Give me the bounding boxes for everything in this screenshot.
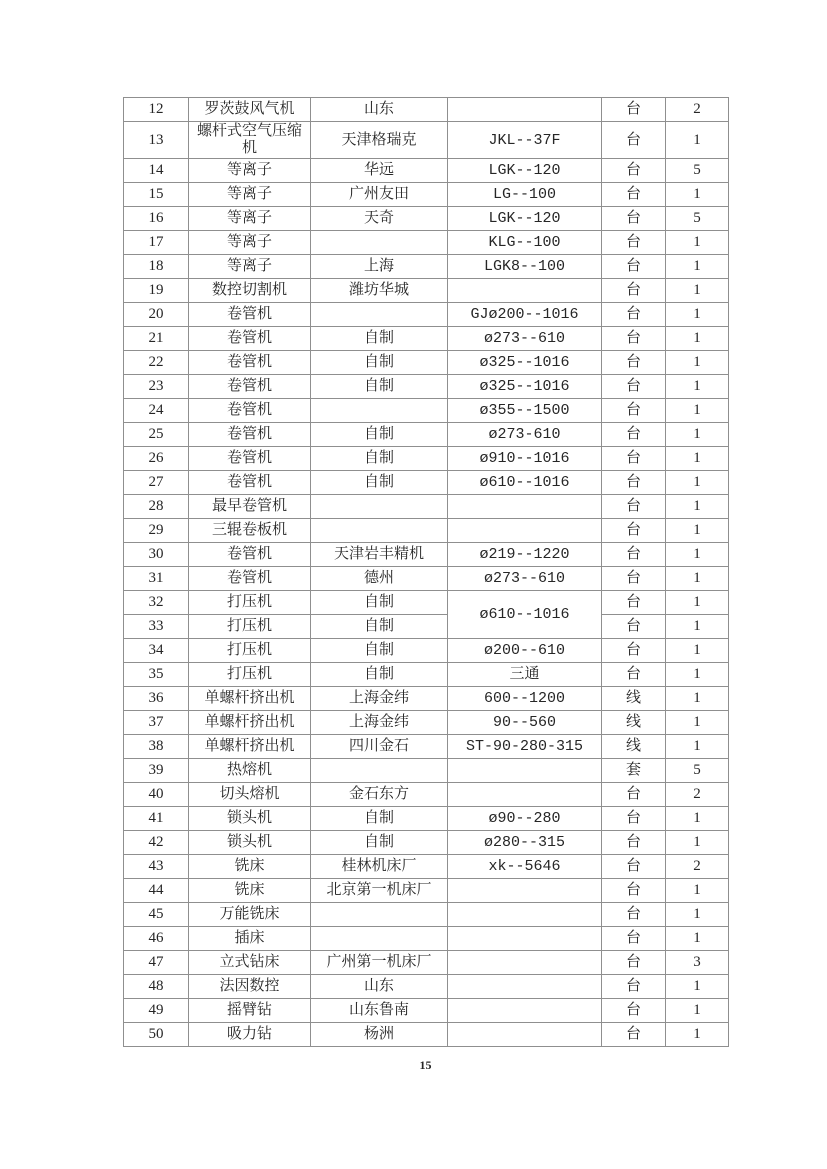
row-index: 22 bbox=[124, 351, 189, 375]
table-row bbox=[124, 735, 729, 759]
equipment-name: 摇臂钻 bbox=[189, 999, 311, 1023]
manufacturer bbox=[311, 519, 448, 543]
model: ST-90-280-315 bbox=[448, 735, 602, 759]
equipment-name: 切头熔机 bbox=[189, 783, 311, 807]
unit: 台 bbox=[602, 375, 666, 399]
quantity: 5 bbox=[666, 159, 729, 183]
equipment-name: 罗茨鼓风气机 bbox=[189, 98, 311, 122]
unit: 台 bbox=[602, 567, 666, 591]
row-index: 48 bbox=[124, 975, 189, 999]
model bbox=[448, 999, 602, 1023]
row-index: 19 bbox=[124, 279, 189, 303]
table-row bbox=[124, 159, 729, 183]
model: LG--100 bbox=[448, 183, 602, 207]
equipment-name: 单螺杆挤出机 bbox=[189, 735, 311, 759]
table-row bbox=[124, 303, 729, 327]
row-index: 15 bbox=[124, 183, 189, 207]
table-row bbox=[124, 279, 729, 303]
unit: 台 bbox=[602, 903, 666, 927]
quantity: 1 bbox=[666, 255, 729, 279]
unit: 台 bbox=[602, 783, 666, 807]
model: ø273--610 bbox=[448, 567, 602, 591]
manufacturer: 自制 bbox=[311, 831, 448, 855]
row-index: 20 bbox=[124, 303, 189, 327]
table-row bbox=[124, 255, 729, 279]
unit: 台 bbox=[602, 999, 666, 1023]
model bbox=[448, 975, 602, 999]
table-row bbox=[124, 855, 729, 879]
row-index: 21 bbox=[124, 327, 189, 351]
table-row bbox=[124, 831, 729, 855]
unit: 台 bbox=[602, 639, 666, 663]
table-row bbox=[124, 207, 729, 231]
model bbox=[448, 927, 602, 951]
table-row bbox=[124, 351, 729, 375]
table-row bbox=[124, 519, 729, 543]
manufacturer: 自制 bbox=[311, 663, 448, 687]
unit: 台 bbox=[602, 495, 666, 519]
quantity: 1 bbox=[666, 303, 729, 327]
table-row bbox=[124, 879, 729, 903]
quantity: 1 bbox=[666, 615, 729, 639]
quantity: 1 bbox=[666, 447, 729, 471]
equipment-name: 打压机 bbox=[189, 615, 311, 639]
row-index: 16 bbox=[124, 207, 189, 231]
equipment-name: 立式钻床 bbox=[189, 951, 311, 975]
model bbox=[448, 879, 602, 903]
table-row bbox=[124, 375, 729, 399]
quantity: 1 bbox=[666, 567, 729, 591]
equipment-name: 法因数控 bbox=[189, 975, 311, 999]
manufacturer: 天津岩丰精机 bbox=[311, 543, 448, 567]
row-index: 32 bbox=[124, 591, 189, 615]
table-row bbox=[124, 98, 729, 122]
equipment-name: 插床 bbox=[189, 927, 311, 951]
manufacturer: 桂林机床厂 bbox=[311, 855, 448, 879]
row-index: 17 bbox=[124, 231, 189, 255]
page-number: 15 bbox=[419, 1058, 432, 1072]
quantity: 1 bbox=[666, 423, 729, 447]
manufacturer: 山东 bbox=[311, 975, 448, 999]
row-index: 47 bbox=[124, 951, 189, 975]
model: xk--5646 bbox=[448, 855, 602, 879]
quantity: 1 bbox=[666, 999, 729, 1023]
row-index: 36 bbox=[124, 687, 189, 711]
table-row bbox=[124, 1023, 729, 1047]
table-row bbox=[124, 711, 729, 735]
row-index: 40 bbox=[124, 783, 189, 807]
model bbox=[448, 519, 602, 543]
quantity: 1 bbox=[666, 687, 729, 711]
equipment-name: 卷管机 bbox=[189, 447, 311, 471]
equipment-name: 吸力钻 bbox=[189, 1023, 311, 1047]
equipment-name: 打压机 bbox=[189, 591, 311, 615]
equipment-name: 卷管机 bbox=[189, 327, 311, 351]
table-row bbox=[124, 615, 729, 639]
row-index: 13 bbox=[124, 122, 189, 159]
quantity: 1 bbox=[666, 519, 729, 543]
model: ø610--1016 bbox=[448, 591, 602, 639]
equipment-name: 打压机 bbox=[189, 639, 311, 663]
manufacturer bbox=[311, 231, 448, 255]
table-row bbox=[124, 231, 729, 255]
equipment-name: 铣床 bbox=[189, 855, 311, 879]
equipment-name: 铣床 bbox=[189, 879, 311, 903]
quantity: 1 bbox=[666, 327, 729, 351]
unit: 台 bbox=[602, 855, 666, 879]
manufacturer: 自制 bbox=[311, 615, 448, 639]
quantity: 1 bbox=[666, 639, 729, 663]
equipment-name: 卷管机 bbox=[189, 399, 311, 423]
table-row bbox=[124, 399, 729, 423]
model: ø355--1500 bbox=[448, 399, 602, 423]
model: 90--560 bbox=[448, 711, 602, 735]
unit: 台 bbox=[602, 615, 666, 639]
row-index: 30 bbox=[124, 543, 189, 567]
unit: 台 bbox=[602, 663, 666, 687]
equipment-name: 卷管机 bbox=[189, 471, 311, 495]
row-index: 44 bbox=[124, 879, 189, 903]
table-row bbox=[124, 687, 729, 711]
model bbox=[448, 495, 602, 519]
manufacturer: 四川金石 bbox=[311, 735, 448, 759]
equipment-name: 卷管机 bbox=[189, 303, 311, 327]
unit: 台 bbox=[602, 255, 666, 279]
equipment-table-body bbox=[124, 98, 729, 1047]
table-row bbox=[124, 423, 729, 447]
row-index: 42 bbox=[124, 831, 189, 855]
equipment-name: 三辊卷板机 bbox=[189, 519, 311, 543]
model bbox=[448, 903, 602, 927]
row-index: 29 bbox=[124, 519, 189, 543]
equipment-name: 卷管机 bbox=[189, 567, 311, 591]
quantity: 2 bbox=[666, 98, 729, 122]
equipment-name: 锁头机 bbox=[189, 807, 311, 831]
table-row bbox=[124, 975, 729, 999]
quantity: 5 bbox=[666, 759, 729, 783]
unit: 台 bbox=[602, 519, 666, 543]
manufacturer: 天津格瑞克 bbox=[311, 122, 448, 159]
unit: 台 bbox=[602, 423, 666, 447]
model: 三通 bbox=[448, 663, 602, 687]
unit: 台 bbox=[602, 951, 666, 975]
table-row bbox=[124, 327, 729, 351]
table-row bbox=[124, 903, 729, 927]
table-row bbox=[124, 122, 729, 159]
quantity: 1 bbox=[666, 807, 729, 831]
equipment-name: 热熔机 bbox=[189, 759, 311, 783]
table-row bbox=[124, 471, 729, 495]
quantity: 1 bbox=[666, 975, 729, 999]
equipment-name: 卷管机 bbox=[189, 375, 311, 399]
equipment-name: 最早卷管机 bbox=[189, 495, 311, 519]
equipment-name: 锁头机 bbox=[189, 831, 311, 855]
manufacturer: 金石东方 bbox=[311, 783, 448, 807]
manufacturer bbox=[311, 399, 448, 423]
equipment-name: 卷管机 bbox=[189, 423, 311, 447]
equipment-name: 万能铣床 bbox=[189, 903, 311, 927]
quantity: 1 bbox=[666, 375, 729, 399]
quantity: 1 bbox=[666, 591, 729, 615]
unit: 台 bbox=[602, 122, 666, 159]
row-index: 31 bbox=[124, 567, 189, 591]
quantity: 1 bbox=[666, 351, 729, 375]
table-row bbox=[124, 999, 729, 1023]
manufacturer: 上海金纬 bbox=[311, 687, 448, 711]
row-index: 28 bbox=[124, 495, 189, 519]
manufacturer bbox=[311, 903, 448, 927]
equipment-name: 打压机 bbox=[189, 663, 311, 687]
equipment-name: 等离子 bbox=[189, 183, 311, 207]
row-index: 12 bbox=[124, 98, 189, 122]
row-index: 49 bbox=[124, 999, 189, 1023]
manufacturer bbox=[311, 303, 448, 327]
model: ø273-610 bbox=[448, 423, 602, 447]
quantity: 5 bbox=[666, 207, 729, 231]
row-index: 39 bbox=[124, 759, 189, 783]
row-index: 41 bbox=[124, 807, 189, 831]
row-index: 33 bbox=[124, 615, 189, 639]
model: JKL--37F bbox=[448, 122, 602, 159]
quantity: 1 bbox=[666, 903, 729, 927]
quantity: 1 bbox=[666, 711, 729, 735]
manufacturer: 自制 bbox=[311, 447, 448, 471]
unit: 台 bbox=[602, 975, 666, 999]
table-row bbox=[124, 639, 729, 663]
unit: 套 bbox=[602, 759, 666, 783]
row-index: 26 bbox=[124, 447, 189, 471]
unit: 台 bbox=[602, 231, 666, 255]
manufacturer bbox=[311, 927, 448, 951]
quantity: 1 bbox=[666, 399, 729, 423]
row-index: 38 bbox=[124, 735, 189, 759]
quantity: 1 bbox=[666, 471, 729, 495]
manufacturer: 自制 bbox=[311, 471, 448, 495]
equipment-table bbox=[123, 97, 729, 1047]
manufacturer: 自制 bbox=[311, 423, 448, 447]
table-row bbox=[124, 591, 729, 615]
table-row bbox=[124, 759, 729, 783]
quantity: 3 bbox=[666, 951, 729, 975]
manufacturer bbox=[311, 495, 448, 519]
quantity: 1 bbox=[666, 495, 729, 519]
manufacturer: 广州第一机床厂 bbox=[311, 951, 448, 975]
table-row bbox=[124, 807, 729, 831]
equipment-name: 等离子 bbox=[189, 207, 311, 231]
quantity: 1 bbox=[666, 1023, 729, 1047]
model: GJø200--1016 bbox=[448, 303, 602, 327]
manufacturer: 自制 bbox=[311, 639, 448, 663]
model: ø325--1016 bbox=[448, 375, 602, 399]
table-row bbox=[124, 567, 729, 591]
equipment-name: 单螺杆挤出机 bbox=[189, 687, 311, 711]
row-index: 34 bbox=[124, 639, 189, 663]
quantity: 1 bbox=[666, 879, 729, 903]
manufacturer: 自制 bbox=[311, 591, 448, 615]
row-index: 37 bbox=[124, 711, 189, 735]
manufacturer: 山东鲁南 bbox=[311, 999, 448, 1023]
unit: 台 bbox=[602, 543, 666, 567]
unit: 台 bbox=[602, 399, 666, 423]
manufacturer: 华远 bbox=[311, 159, 448, 183]
manufacturer: 上海 bbox=[311, 255, 448, 279]
unit: 台 bbox=[602, 207, 666, 231]
model bbox=[448, 279, 602, 303]
manufacturer: 自制 bbox=[311, 807, 448, 831]
table-row bbox=[124, 495, 729, 519]
model: KLG--100 bbox=[448, 231, 602, 255]
manufacturer: 自制 bbox=[311, 327, 448, 351]
table-row bbox=[124, 951, 729, 975]
model bbox=[448, 98, 602, 122]
model: LGK--120 bbox=[448, 159, 602, 183]
model: ø910--1016 bbox=[448, 447, 602, 471]
model: ø610--1016 bbox=[448, 471, 602, 495]
equipment-name: 等离子 bbox=[189, 231, 311, 255]
quantity: 1 bbox=[666, 543, 729, 567]
quantity: 1 bbox=[666, 927, 729, 951]
unit: 台 bbox=[602, 1023, 666, 1047]
manufacturer: 山东 bbox=[311, 98, 448, 122]
unit: 台 bbox=[602, 591, 666, 615]
unit: 台 bbox=[602, 807, 666, 831]
unit: 台 bbox=[602, 831, 666, 855]
equipment-name: 单螺杆挤出机 bbox=[189, 711, 311, 735]
table-row bbox=[124, 783, 729, 807]
model bbox=[448, 783, 602, 807]
unit: 台 bbox=[602, 159, 666, 183]
manufacturer: 德州 bbox=[311, 567, 448, 591]
unit: 台 bbox=[602, 98, 666, 122]
manufacturer bbox=[311, 759, 448, 783]
manufacturer: 上海金纬 bbox=[311, 711, 448, 735]
manufacturer: 杨洲 bbox=[311, 1023, 448, 1047]
row-index: 46 bbox=[124, 927, 189, 951]
unit: 线 bbox=[602, 735, 666, 759]
model bbox=[448, 759, 602, 783]
row-index: 45 bbox=[124, 903, 189, 927]
unit: 台 bbox=[602, 183, 666, 207]
unit: 台 bbox=[602, 279, 666, 303]
table-row bbox=[124, 183, 729, 207]
equipment-name: 等离子 bbox=[189, 159, 311, 183]
quantity: 1 bbox=[666, 122, 729, 159]
table-row bbox=[124, 543, 729, 567]
quantity: 1 bbox=[666, 663, 729, 687]
model bbox=[448, 951, 602, 975]
model bbox=[448, 1023, 602, 1047]
equipment-name: 数控切割机 bbox=[189, 279, 311, 303]
manufacturer: 自制 bbox=[311, 375, 448, 399]
row-index: 35 bbox=[124, 663, 189, 687]
manufacturer: 自制 bbox=[311, 351, 448, 375]
table-row bbox=[124, 447, 729, 471]
unit: 台 bbox=[602, 327, 666, 351]
quantity: 1 bbox=[666, 735, 729, 759]
model: LGK--120 bbox=[448, 207, 602, 231]
quantity: 1 bbox=[666, 183, 729, 207]
model: LGK8--100 bbox=[448, 255, 602, 279]
model: ø280--315 bbox=[448, 831, 602, 855]
unit: 台 bbox=[602, 303, 666, 327]
row-index: 50 bbox=[124, 1023, 189, 1047]
manufacturer: 北京第一机床厂 bbox=[311, 879, 448, 903]
model: ø273--610 bbox=[448, 327, 602, 351]
model: ø325--1016 bbox=[448, 351, 602, 375]
manufacturer: 广州友田 bbox=[311, 183, 448, 207]
unit: 线 bbox=[602, 687, 666, 711]
unit: 线 bbox=[602, 711, 666, 735]
row-index: 18 bbox=[124, 255, 189, 279]
equipment-name: 卷管机 bbox=[189, 543, 311, 567]
manufacturer: 天奇 bbox=[311, 207, 448, 231]
model: ø90--280 bbox=[448, 807, 602, 831]
row-index: 24 bbox=[124, 399, 189, 423]
unit: 台 bbox=[602, 879, 666, 903]
quantity: 2 bbox=[666, 783, 729, 807]
equipment-name: 卷管机 bbox=[189, 351, 311, 375]
model: ø219--1220 bbox=[448, 543, 602, 567]
row-index: 27 bbox=[124, 471, 189, 495]
unit: 台 bbox=[602, 927, 666, 951]
quantity: 2 bbox=[666, 855, 729, 879]
quantity: 1 bbox=[666, 279, 729, 303]
unit: 台 bbox=[602, 471, 666, 495]
equipment-name: 等离子 bbox=[189, 255, 311, 279]
row-index: 25 bbox=[124, 423, 189, 447]
row-index: 23 bbox=[124, 375, 189, 399]
manufacturer: 潍坊华城 bbox=[311, 279, 448, 303]
row-index: 14 bbox=[124, 159, 189, 183]
unit: 台 bbox=[602, 351, 666, 375]
quantity: 1 bbox=[666, 231, 729, 255]
model: ø200--610 bbox=[448, 639, 602, 663]
model: 600--1200 bbox=[448, 687, 602, 711]
equipment-name: 螺杆式空气压缩机 bbox=[189, 122, 311, 159]
table-row bbox=[124, 927, 729, 951]
table-row bbox=[124, 663, 729, 687]
quantity: 1 bbox=[666, 831, 729, 855]
row-index: 43 bbox=[124, 855, 189, 879]
unit: 台 bbox=[602, 447, 666, 471]
